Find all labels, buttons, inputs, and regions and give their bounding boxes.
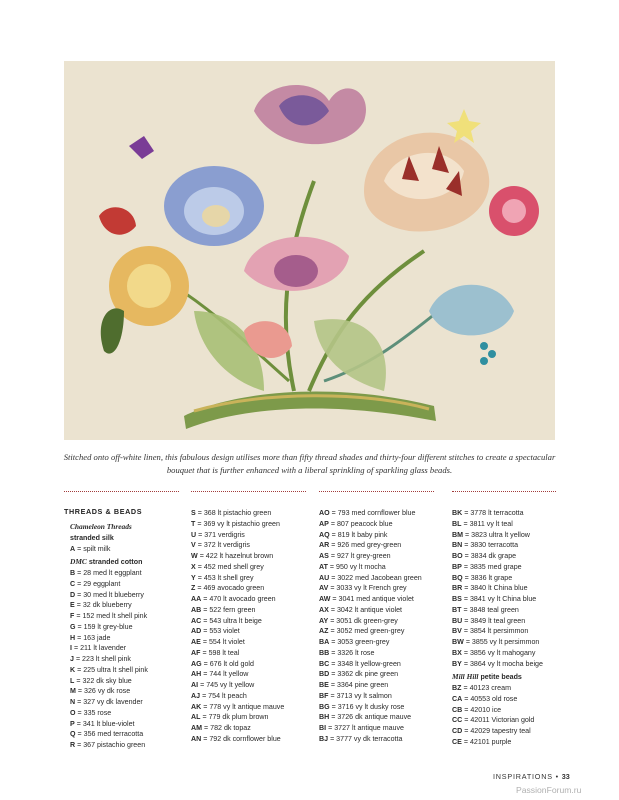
thread-entry — [319, 519, 422, 530]
thread-code: Y — [191, 573, 196, 582]
page-footer — [493, 772, 570, 781]
thread-code: CA — [452, 694, 463, 703]
thread-code: CC — [452, 716, 463, 725]
thread-description: = 335 rose — [77, 708, 112, 717]
thread-description: = 32 dk blueberry — [76, 601, 132, 610]
thread-code: AM — [191, 724, 203, 732]
thread-entry — [191, 519, 284, 530]
thread-description: = 3326 lt rose — [331, 648, 375, 657]
thread-code: BH — [319, 713, 330, 722]
thread-description: = 327 vy dk lavender — [77, 698, 143, 706]
thread-code: Q — [70, 730, 76, 739]
thread-entry — [452, 551, 543, 562]
thread-code: BT — [452, 605, 462, 614]
thread-code: AY — [319, 616, 329, 625]
thread-code: P — [70, 719, 75, 728]
thread-entry — [70, 708, 148, 719]
thread-description: = 356 med terracotta — [77, 730, 144, 739]
thread-code: O — [70, 708, 76, 717]
thread-code: AP — [319, 519, 329, 528]
thread-code: AB — [191, 605, 202, 614]
thread-description: = 29 eggplant — [77, 579, 121, 588]
thread-description: = 807 peacock blue — [330, 519, 393, 528]
thread-entry — [70, 579, 148, 590]
thread-entry — [191, 562, 284, 573]
thread-code: I — [70, 644, 72, 653]
thread-code: L — [70, 676, 75, 685]
thread-code: AA — [191, 595, 202, 603]
thread-description: = 553 violet — [203, 627, 240, 636]
thread-code: W — [191, 552, 198, 560]
thread-entry — [452, 605, 543, 616]
thread-code: T — [191, 519, 196, 528]
thread-code: AQ — [319, 530, 330, 539]
thread-entry — [319, 659, 422, 670]
thread-description: = 3713 vy lt salmon — [330, 691, 392, 700]
thread-description: = 3836 lt grape — [464, 573, 513, 582]
brand-name: Mill Hill — [452, 672, 479, 682]
thread-description: = 3834 dk grape — [464, 552, 517, 560]
thread-description: = 543 ultra lt beige — [203, 616, 262, 625]
thread-description: = 926 med grey-green — [331, 541, 402, 550]
section-heading: THREADS & BEADS — [64, 507, 143, 516]
thread-code: AR — [319, 541, 330, 550]
thread-type: petite beads — [478, 673, 522, 682]
section-rule-4 — [452, 491, 556, 492]
thread-code: BA — [319, 638, 330, 646]
thread-entry — [70, 697, 148, 708]
thread-code: BE — [319, 681, 329, 689]
thread-code: CB — [452, 705, 463, 714]
thread-code: X — [191, 562, 196, 571]
thread-description: = 159 lt grey-blue — [77, 622, 133, 631]
thread-entry — [191, 723, 284, 734]
thread-description: = 3364 pine green — [330, 681, 389, 689]
thread-code: K — [70, 665, 76, 674]
thread-code: BC — [319, 659, 330, 668]
thread-entry — [70, 740, 148, 751]
thread-code: U — [191, 530, 197, 539]
thread-description: = 778 vy lt antique mauve — [203, 702, 285, 711]
thread-description: = 779 dk plum brown — [202, 713, 269, 722]
thread-entry — [70, 633, 148, 644]
thread-description: = 372 lt verdigris — [197, 541, 250, 550]
thread-entry — [452, 562, 543, 573]
thread-code: C — [70, 579, 76, 588]
thread-entry — [319, 637, 422, 648]
thread-code: BR — [452, 584, 463, 593]
thread-entry — [319, 562, 422, 573]
thread-entry — [452, 683, 543, 694]
thread-description: = 28 med lt eggplant — [77, 569, 142, 577]
thread-entry — [452, 715, 543, 726]
thread-code: BY — [452, 659, 462, 668]
thread-entry — [452, 508, 543, 519]
thread-entry — [319, 508, 422, 519]
thread-entry — [70, 568, 148, 579]
thread-code: B — [70, 569, 76, 577]
thread-entry — [70, 544, 148, 555]
thread-description: = 522 fern green — [203, 605, 256, 614]
thread-entry — [452, 659, 543, 670]
thread-description: = 927 lt grey-green — [330, 552, 391, 560]
thread-entry — [191, 659, 284, 670]
thread-code: E — [70, 601, 75, 610]
thread-entry — [70, 686, 148, 697]
thread-description: = 3848 teal green — [463, 605, 519, 614]
thread-entry — [319, 680, 422, 691]
thread-description: = 422 lt hazelnut brown — [199, 552, 274, 560]
thread-description: = 42101 purple — [463, 737, 512, 746]
thread-column-3 — [319, 508, 422, 745]
thread-entry — [319, 734, 422, 745]
thread-entry — [452, 726, 543, 737]
thread-description: = 819 lt baby pink — [331, 530, 388, 539]
thread-entry — [70, 676, 148, 687]
thread-entry — [191, 702, 284, 713]
thread-code: BJ — [319, 734, 329, 743]
thread-code: AW — [319, 595, 331, 603]
thread-code: AG — [191, 659, 202, 668]
thread-code: BO — [452, 552, 463, 560]
thread-entry — [452, 573, 543, 584]
magazine-name: INSPIRATIONS — [493, 772, 553, 781]
thread-description: = 554 lt violet — [202, 638, 245, 646]
page-number: 33 — [561, 772, 570, 781]
thread-code: CE — [452, 737, 462, 746]
thread-entry — [452, 616, 543, 627]
thread-description: = 3849 lt teal green — [464, 616, 526, 625]
brand-name: DMC — [70, 557, 87, 567]
thread-description: = 30 med lt blueberry — [77, 590, 144, 599]
thread-code: BL — [452, 519, 462, 528]
thread-code: J — [70, 655, 74, 663]
thread-entry — [319, 605, 422, 616]
thread-description: = 676 lt old gold — [203, 659, 254, 668]
thread-entry — [70, 729, 148, 740]
thread-description: = spilt milk — [77, 544, 111, 553]
thread-code: BB — [319, 648, 330, 657]
thread-description: = 341 lt blue-violet — [76, 719, 135, 728]
thread-entry — [191, 680, 284, 691]
thread-entry — [319, 594, 422, 605]
thread-description: = 453 lt shell grey — [197, 573, 254, 582]
thread-entry — [319, 723, 422, 734]
thread-entry — [452, 530, 543, 541]
thread-entry — [319, 712, 422, 723]
thread-code: AH — [191, 670, 202, 679]
thread-description: = 225 ultra lt shell pink — [77, 665, 148, 674]
thread-code: AD — [191, 627, 202, 636]
thread-description: = 367 pistachio green — [77, 741, 146, 749]
thread-description: = 793 med cornflower blue — [331, 509, 416, 517]
thread-code: BP — [452, 562, 462, 571]
thread-type: stranded silk — [70, 533, 114, 542]
thread-description: = 326 vy dk rose — [77, 687, 131, 696]
thread-entry — [191, 712, 284, 723]
section-rule-1 — [64, 491, 179, 492]
thread-entry — [191, 573, 284, 584]
thread-description: = 452 med shell grey — [197, 562, 264, 571]
thread-description: = 3841 vy lt China blue — [463, 595, 537, 603]
thread-column-1 — [70, 522, 148, 751]
thread-entry — [191, 669, 284, 680]
thread-entry — [191, 540, 284, 551]
thread-entry — [319, 551, 422, 562]
thread-code: AZ — [319, 627, 329, 636]
thread-description: = 3811 vy lt teal — [463, 519, 513, 528]
thread-description: = 3022 med Jacobean green — [331, 573, 422, 582]
thread-code: BN — [452, 541, 463, 550]
thread-code: AK — [191, 702, 202, 711]
thread-entry — [191, 508, 284, 519]
thread-entry — [191, 616, 284, 627]
thread-code: AN — [191, 734, 202, 743]
watermark: PassionForum.ru — [516, 785, 582, 795]
thread-entry — [319, 669, 422, 680]
thread-code: F — [70, 612, 75, 620]
thread-code: CD — [452, 727, 463, 735]
thread-description: = 3348 lt yellow-green — [331, 659, 401, 668]
thread-entry — [191, 637, 284, 648]
thread-description: = 3830 terracotta — [464, 541, 519, 550]
thread-code: BM — [452, 530, 464, 539]
thread-code: BV — [452, 627, 462, 636]
thread-entry — [70, 665, 148, 676]
thread-description: = 3033 vy lt French grey — [330, 584, 407, 593]
thread-description: = 42029 tapestry teal — [464, 727, 531, 735]
thread-entry — [191, 648, 284, 659]
thread-entry — [319, 702, 422, 713]
thread-code: AS — [319, 552, 329, 560]
thread-entry — [70, 654, 148, 665]
thread-code: M — [70, 687, 76, 696]
thread-entry — [70, 622, 148, 633]
thread-code: BS — [452, 595, 462, 603]
thread-entry — [70, 719, 148, 730]
thread-entry — [70, 611, 148, 622]
thread-code: AJ — [191, 691, 201, 700]
thread-entry — [319, 648, 422, 659]
footer-separator: • — [555, 772, 559, 781]
thread-description: = 745 vy lt yellow — [200, 681, 255, 689]
brand-name: Chameleon Threads — [70, 522, 132, 531]
thread-description: = 3778 lt terracotta — [464, 509, 524, 517]
thread-description: = 744 lt yellow — [203, 670, 249, 679]
thread-entry — [191, 691, 284, 702]
thread-entry — [452, 694, 543, 705]
thread-entry — [191, 626, 284, 637]
thread-code: AC — [191, 616, 202, 625]
thread-entry — [319, 583, 422, 594]
thread-description: = 223 lt shell pink — [75, 655, 131, 663]
thread-description: = 950 vy lt mocha — [329, 562, 386, 571]
thread-code: H — [70, 633, 76, 642]
thread-description: = 211 lt lavender — [73, 644, 127, 653]
photo-caption: Stitched onto off-white linen, this fabulous design utilises more than fifty thread shades and thirty-four different stitches to create a spectacular bouquet that is further enhanced with a liberal sprinkling of sparkling glass beads. — [63, 452, 556, 475]
thread-description: = 3051 dk green-grey — [330, 616, 398, 625]
thread-entry — [452, 626, 543, 637]
thread-description: = 3835 med grape — [463, 562, 522, 571]
thread-entry — [319, 626, 422, 637]
thread-entry — [191, 551, 284, 562]
thread-entry — [452, 637, 543, 648]
thread-description: = 371 verdigris — [198, 530, 245, 539]
thread-column-2 — [191, 508, 284, 745]
thread-description: = 792 dk cornflower blue — [203, 734, 281, 743]
thread-description: = 3362 dk pine green — [331, 670, 399, 679]
thread-description: = 3823 ultra lt yellow — [465, 530, 530, 539]
thread-code: BZ — [452, 684, 462, 692]
thread-entry — [319, 540, 422, 551]
thread-entry — [191, 605, 284, 616]
thread-description: = 3716 vy lt dusky rose — [331, 702, 405, 711]
thread-code: BK — [452, 509, 463, 517]
thread-code: AX — [319, 605, 329, 614]
thread-description: = 40123 cream — [463, 684, 511, 692]
thread-entry — [70, 600, 148, 611]
thread-entry — [191, 734, 284, 745]
thread-description: = 3041 med antique violet — [332, 595, 414, 603]
thread-description: = 163 jade — [77, 633, 111, 642]
thread-description: = 598 lt teal — [202, 648, 240, 657]
thread-description: = 3726 dk antique mauve — [331, 713, 412, 722]
thread-entry — [191, 530, 284, 541]
thread-code: R — [70, 741, 76, 749]
thread-code: AI — [191, 681, 199, 689]
thread-description: = 3052 med green-grey — [330, 627, 405, 636]
section-rule-3 — [319, 491, 434, 492]
thread-description: = 368 lt pistachio green — [197, 509, 272, 517]
thread-code: BG — [319, 702, 330, 711]
thread-description: = 40553 old rose — [464, 694, 518, 703]
thread-code: AL — [191, 713, 201, 722]
thread-description: = 42010 ice — [464, 705, 502, 714]
thread-description: = 369 vy lt pistachio green — [197, 519, 280, 528]
thread-code: BX — [452, 648, 462, 657]
thread-type: stranded cotton — [86, 558, 143, 567]
thread-description: = 469 avocado green — [197, 584, 265, 593]
thread-description: = 3856 vy lt mahogany — [463, 648, 536, 657]
thread-entry — [319, 691, 422, 702]
thread-code: BD — [319, 670, 330, 679]
thread-entry — [319, 530, 422, 541]
thread-code: AO — [319, 509, 330, 517]
thread-description: = 470 lt avocado green — [203, 595, 276, 603]
thread-column-4 — [452, 508, 543, 748]
embroidery-photo — [64, 61, 555, 440]
thread-description: = 3840 lt China blue — [464, 584, 528, 593]
thread-entry — [452, 519, 543, 530]
thread-code: A — [70, 544, 76, 553]
thread-code: AV — [319, 584, 329, 593]
thread-code: BI — [319, 724, 327, 732]
thread-entry — [452, 737, 543, 748]
thread-entry — [319, 616, 422, 627]
thread-entry — [70, 643, 148, 654]
thread-code: G — [70, 622, 76, 631]
thread-code: S — [191, 509, 196, 517]
thread-description: = 3777 vy dk terracotta — [330, 734, 403, 743]
thread-code: V — [191, 541, 196, 550]
thread-code: N — [70, 698, 76, 706]
thread-description: = 782 dk topaz — [204, 724, 251, 732]
thread-code: AU — [319, 573, 330, 582]
thread-code: BQ — [452, 573, 463, 582]
thread-description: = 3864 vy lt mocha beige — [463, 659, 543, 668]
thread-entry — [70, 590, 148, 601]
thread-code: AT — [319, 562, 328, 571]
thread-code: AF — [191, 648, 201, 657]
thread-description: = 3727 lt antique mauve — [328, 724, 404, 732]
thread-description: = 754 lt peach — [202, 691, 247, 700]
thread-code: Z — [191, 584, 196, 593]
thread-entry — [452, 705, 543, 716]
thread-entry — [319, 573, 422, 584]
thread-entry — [452, 540, 543, 551]
thread-code: BW — [452, 638, 464, 646]
thread-code: BU — [452, 616, 463, 625]
thread-code: AE — [191, 638, 201, 646]
thread-entry — [452, 648, 543, 659]
thread-code: BF — [319, 691, 329, 700]
thread-description: = 3855 vy lt persimmon — [465, 638, 540, 646]
thread-description: = 3053 green-grey — [331, 638, 390, 646]
thread-code: D — [70, 590, 76, 599]
thread-description: = 152 med lt shell pink — [76, 612, 148, 620]
thread-entry — [191, 594, 284, 605]
thread-entry — [452, 594, 543, 605]
thread-description: = 3854 lt persimmon — [463, 627, 529, 636]
thread-entry — [191, 583, 284, 594]
thread-description: = 42011 Victorian gold — [464, 716, 535, 725]
thread-description: = 322 dk sky blue — [76, 676, 132, 685]
thread-entry — [452, 583, 543, 594]
section-rule-2 — [191, 491, 306, 492]
thread-description: = 3042 lt antique violet — [330, 605, 403, 614]
